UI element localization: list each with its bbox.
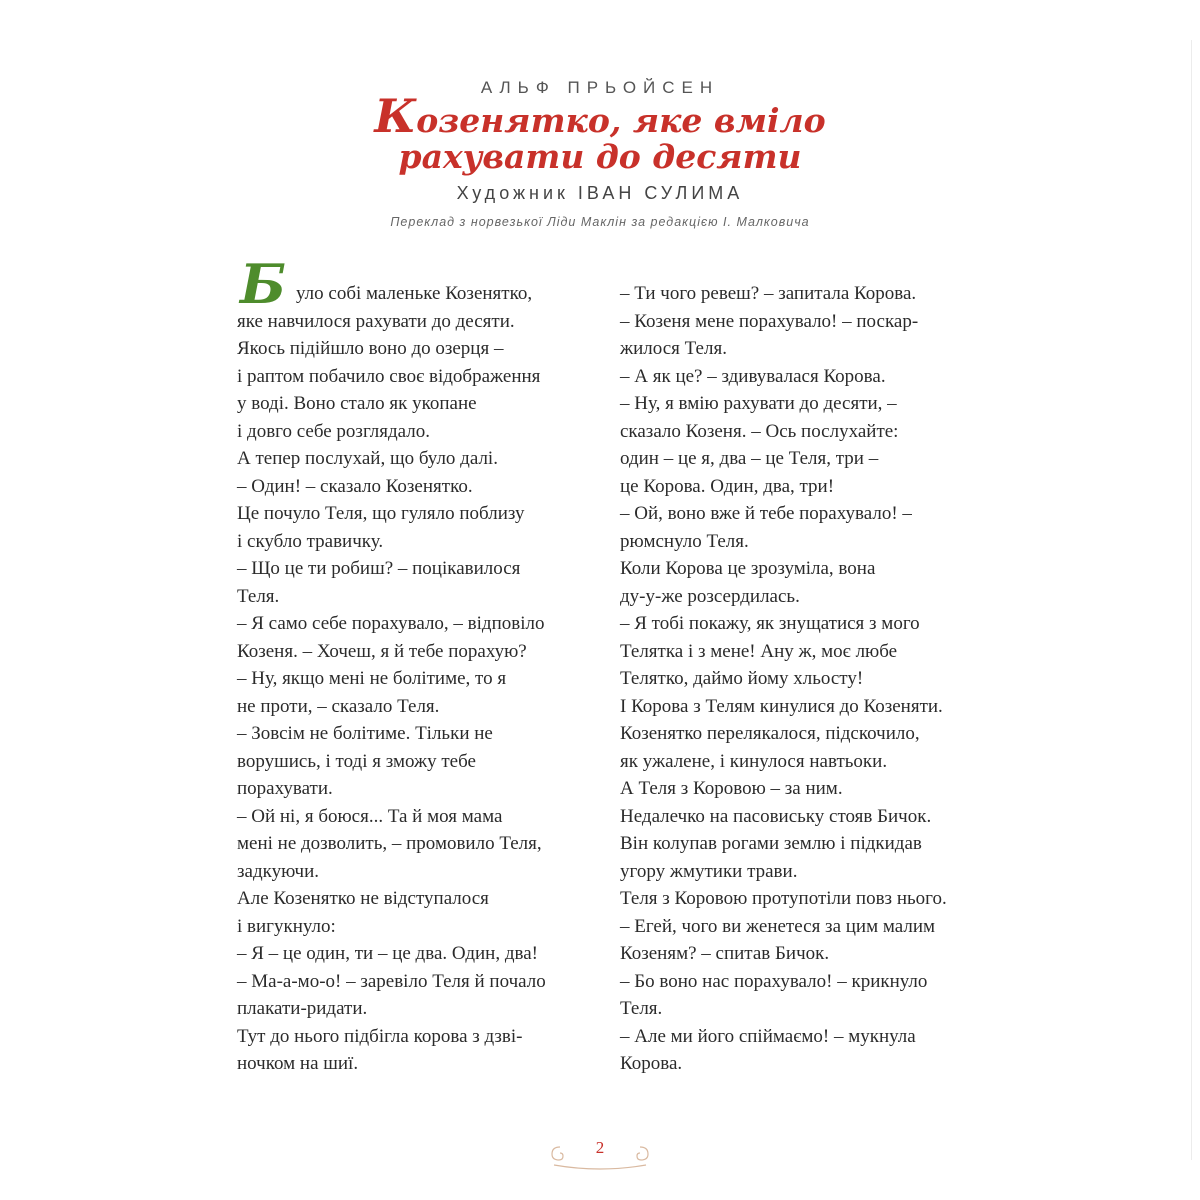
drop-cap: Б bbox=[240, 252, 287, 316]
text-line: – Один! – сказало Козенятко. bbox=[237, 475, 473, 497]
illustrator-credit: Художник ІВАН СУЛИМА bbox=[456, 183, 744, 203]
text-line: Теля. bbox=[620, 998, 663, 1019]
text-line: у воді. Воно стало як укопане bbox=[237, 393, 477, 414]
text-line: жилося Теля. bbox=[620, 338, 727, 359]
page-footer bbox=[530, 1135, 670, 1175]
text-line: Корова. bbox=[620, 1053, 683, 1074]
text-line: – Зовсім не болітиме. Тільки не bbox=[237, 723, 493, 744]
text-line: – Ой ні, я боюся... Та й моя мама bbox=[237, 805, 503, 827]
text-line: Телятка і з мене! Ану ж, моє любе bbox=[620, 640, 898, 662]
text-line: і вигукнуло: bbox=[237, 915, 336, 937]
text-line: Це почуло Теля, що гуляло поблизу bbox=[237, 503, 525, 524]
text-line: Тут до нього підбігла корова з дзві- bbox=[237, 1025, 523, 1047]
first-line-text: уло собі маленьке Козенятко, bbox=[296, 283, 533, 304]
text-line: – Козеня мене порахувало! – поскар- bbox=[620, 310, 919, 332]
text-line: А тепер послухай, що було далі. bbox=[237, 448, 498, 469]
text-line: Теля. bbox=[237, 585, 280, 607]
page-number: 2 bbox=[595, 1138, 605, 1157]
text-line: сказало Козеня. – Ось послухайте: bbox=[620, 420, 899, 442]
text-line: – Ну, я вмію рахувати до десяти, – bbox=[620, 393, 897, 414]
text-line: – Бо воно нас порахувало! – крикнуло bbox=[620, 970, 928, 992]
text-line: – А як це? – здивувалася Корова. bbox=[620, 365, 886, 387]
text-line: Коли Корова це зрозуміла, вона bbox=[620, 558, 876, 579]
text-line: плакати-ридати. bbox=[237, 998, 368, 1019]
author-name: АЛЬФ ПРЬОЙСЕН bbox=[480, 78, 720, 97]
text-line: – Ой, воно вже й тебе порахувало! – bbox=[620, 503, 912, 524]
text-line: А Теля з Коровою – за ним. bbox=[620, 778, 843, 799]
text-line: і скубло травичку. bbox=[237, 530, 384, 552]
text-line: Він колупав рогами землю і підкидав bbox=[620, 833, 922, 854]
text-line: Але Козенятко не відступалося bbox=[237, 888, 489, 909]
text-line: Козенятко перелякалося, підскочило, bbox=[620, 723, 920, 744]
text-line: – Ти чого ревеш? – запитала Корова. bbox=[620, 283, 917, 304]
translation-credit: Переклад з норвезької Ліди Маклін за редакцією І. Малковича bbox=[390, 215, 810, 229]
text-line: угору жмутики трави. bbox=[620, 860, 798, 882]
text-line: не проти, – сказало Теля. bbox=[237, 695, 440, 717]
title-line-1: озенятко, яке вміло bbox=[416, 101, 826, 140]
text-line: і раптом побачило своє відображення bbox=[237, 365, 541, 387]
text-line: порахувати. bbox=[237, 778, 333, 799]
text-line: рюмснуло Теля. bbox=[620, 530, 749, 552]
text-line: задкуючи. bbox=[237, 860, 320, 882]
text-line: Якось підійшло воно до озерця – bbox=[237, 338, 504, 359]
text-line: Телятко, даймо йому хльосту! bbox=[620, 668, 864, 689]
text-column-right bbox=[620, 280, 990, 1078]
text-line: один – це я, два – це Теля, три – bbox=[620, 448, 879, 469]
text-line: мені не дозволить, – промовило Теля, bbox=[237, 833, 542, 854]
text-line: – Але ми його спіймаємо! – мукнула bbox=[620, 1025, 916, 1047]
text-line: ночком на шиї. bbox=[237, 1053, 359, 1074]
text-line: Козеням? – спитав Бичок. bbox=[620, 943, 830, 964]
text-line: – Я тобі покажу, як знущатися з мого bbox=[620, 613, 920, 634]
text-column-left bbox=[237, 308, 587, 1078]
text-line: і довго себе розглядало. bbox=[237, 420, 430, 442]
text-line: І Корова з Телям кинулися до Козеняти. bbox=[620, 695, 943, 717]
text-line: Недалечко на пасовиську стояв Бичок. bbox=[620, 805, 932, 827]
text-line: як ужалене, і кинулося навтьоки. bbox=[620, 750, 888, 772]
title-initial: К bbox=[374, 89, 417, 143]
text-line: Теля з Коровою протупотіли повз нього. bbox=[620, 888, 947, 909]
text-line: – Що це ти робиш? – поцікавилося bbox=[237, 558, 521, 579]
text-line: Козеня. – Хочеш, я й тебе порахую? bbox=[237, 640, 527, 662]
text-line: – Я само себе порахувало, – відповіло bbox=[237, 613, 545, 634]
text-line: – Ма-а-мо-о! – заревіло Теля й почало bbox=[237, 970, 546, 992]
text-line: ворушись, і тоді я зможу тебе bbox=[237, 750, 476, 772]
title-line-2: рахувати до десяти bbox=[398, 137, 802, 176]
page-edge-divider bbox=[1191, 40, 1192, 1160]
text-line: ду-у-же розсердилась. bbox=[620, 585, 800, 607]
text-line: це Корова. Один, два, три! bbox=[620, 475, 835, 497]
text-line: – Егей, чого ви женетеся за цим малим bbox=[620, 915, 936, 937]
text-line: – Я – це один, ти – це два. Один, два! bbox=[237, 943, 538, 964]
text-line: яке навчилося рахувати до десяти. bbox=[237, 310, 515, 332]
story-title bbox=[0, 89, 1200, 176]
text-line: – Ну, якщо мені не болітиме, то я bbox=[237, 668, 507, 689]
